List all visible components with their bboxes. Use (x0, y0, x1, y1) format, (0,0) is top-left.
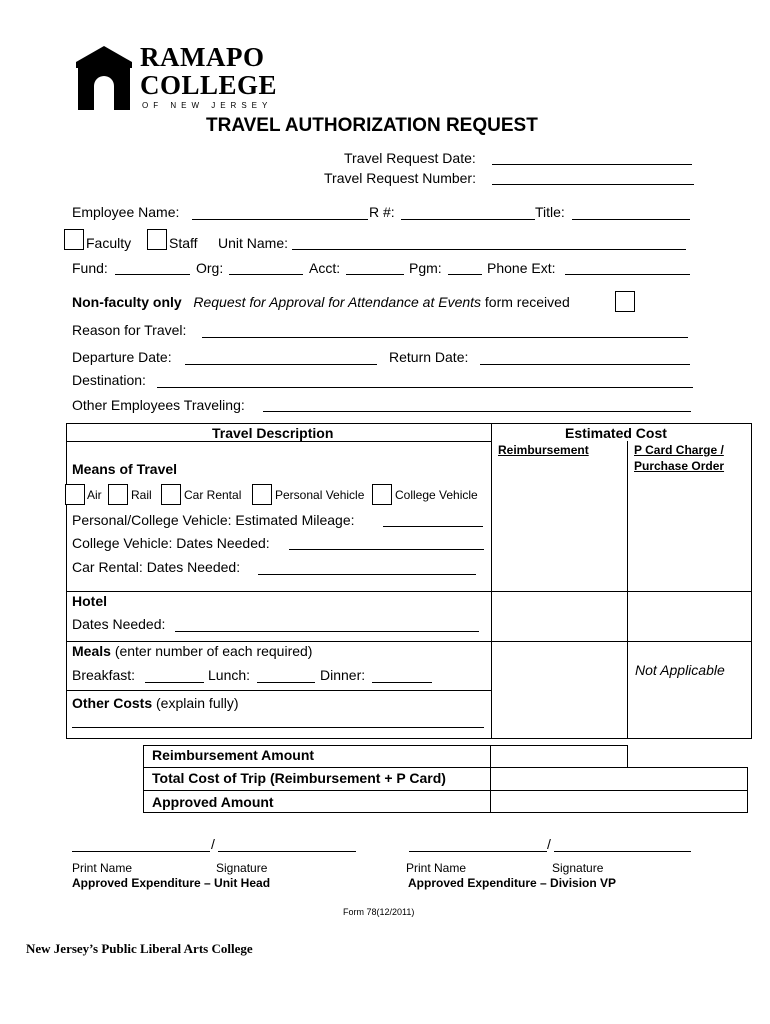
mileage-label: Personal/College Vehicle: Estimated Mileage: (72, 512, 355, 528)
unit-head-print-name: Print Name (72, 861, 133, 875)
unit-head-name-field[interactable] (72, 851, 210, 852)
college-vehicle-dates-field[interactable] (289, 549, 484, 550)
reimbursement-amount-field[interactable] (490, 745, 628, 768)
reason-field[interactable] (202, 337, 688, 338)
totals-line-2 (143, 790, 491, 791)
table-divider-cost (627, 441, 628, 739)
departure-field[interactable] (185, 364, 377, 365)
table-header-line (66, 441, 491, 442)
request-number-label: Travel Request Number: (324, 170, 476, 186)
r-number-field[interactable] (401, 219, 535, 220)
total-cost-label: Total Cost of Trip (Reimbursement + P Card) (152, 770, 446, 786)
unit-name-field[interactable] (292, 249, 686, 250)
totals-line-1 (143, 767, 491, 768)
car-rental-label: Car Rental (184, 488, 242, 502)
employee-name-field[interactable] (192, 219, 368, 220)
table-divider-main (491, 423, 492, 739)
reason-label: Reason for Travel: (72, 322, 187, 338)
logo-nj: OF NEW JERSEY (142, 101, 273, 110)
pcard-header-2: Purchase Order (634, 459, 725, 473)
unit-head-slash: / (211, 836, 215, 852)
request-date-label: Travel Request Date: (344, 150, 476, 166)
meals-label: Meals (72, 643, 111, 659)
other-costs-field[interactable] (72, 727, 484, 728)
college-vehicle-dates-label: College Vehicle: Dates Needed: (72, 535, 270, 551)
air-label: Air (87, 488, 102, 502)
phone-ext-label: Phone Ext: (487, 260, 556, 276)
faculty-label: Faculty (86, 235, 132, 251)
r-number-label: R #: (369, 204, 395, 220)
means-of-travel-label: Means of Travel (72, 461, 178, 477)
personal-vehicle-checkbox[interactable] (252, 484, 272, 505)
college-vehicle-checkbox[interactable] (372, 484, 392, 505)
other-costs-row (72, 695, 239, 711)
fund-label: Fund: (72, 260, 108, 276)
meals-instructions: (enter number of each required) (114, 643, 313, 659)
title-label: Title: (535, 204, 565, 220)
car-rental-dates-field[interactable] (258, 574, 476, 575)
car-rental-dates-label: Car Rental: Dates Needed: (72, 559, 241, 575)
title-field[interactable] (572, 219, 690, 220)
college-vehicle-label: College Vehicle (395, 488, 478, 502)
lunch-label: Lunch: (208, 667, 251, 683)
total-cost-field[interactable] (490, 767, 748, 791)
air-checkbox[interactable] (65, 484, 85, 505)
meals-label-row (72, 643, 312, 659)
pcard-header-1: P Card Charge / (634, 443, 724, 457)
other-costs-instructions: (explain fully) (156, 695, 239, 711)
table-row-line-2 (66, 641, 752, 642)
hotel-label: Hotel (72, 593, 107, 609)
employee-name-label: Employee Name: (72, 204, 180, 220)
vp-slash: / (547, 836, 551, 852)
hotel-dates-label: Dates Needed: (72, 616, 166, 632)
dinner-label: Dinner: (320, 667, 366, 683)
nonfaculty-rest: form received (484, 294, 570, 310)
vp-print-name: Print Name (406, 861, 467, 875)
breakfast-label: Breakfast: (72, 667, 136, 683)
vp-caption: Approved Expenditure – Division VP (408, 876, 617, 890)
nonfaculty-row (72, 294, 570, 310)
unit-name-label: Unit Name: (218, 235, 289, 251)
pgm-label: Pgm: (409, 260, 442, 276)
lunch-field[interactable] (257, 682, 315, 683)
org-field[interactable] (229, 274, 303, 275)
form-number: Form 78(12/2011) (343, 907, 415, 917)
travel-description-header: Travel Description (212, 425, 334, 441)
table-row-line-1 (66, 591, 752, 592)
return-label: Return Date: (389, 349, 469, 365)
others-field[interactable] (263, 411, 691, 412)
destination-label: Destination: (72, 372, 146, 388)
reimbursement-amount-label: Reimbursement Amount (152, 747, 315, 763)
hotel-dates-field[interactable] (175, 631, 479, 632)
request-number-field[interactable] (492, 184, 694, 185)
table-row-line-3 (66, 690, 491, 691)
rail-label: Rail (131, 488, 152, 502)
vp-signature: Signature (552, 861, 604, 875)
unit-head-signature-field[interactable] (218, 851, 356, 852)
faculty-checkbox[interactable] (64, 229, 84, 250)
mileage-field[interactable] (383, 526, 483, 527)
acct-label: Acct: (309, 260, 341, 276)
car-rental-checkbox[interactable] (161, 484, 181, 505)
nonfaculty-bold: Non-faculty only (72, 294, 182, 310)
destination-field[interactable] (157, 387, 693, 388)
pgm-field[interactable] (448, 274, 482, 275)
rail-checkbox[interactable] (108, 484, 128, 505)
estimated-cost-header: Estimated Cost (565, 425, 667, 441)
nonfaculty-italic: Request for Approval for Attendance at Events (193, 294, 482, 310)
arch-logo-icon (72, 44, 136, 112)
departure-label: Departure Date: (72, 349, 172, 365)
fund-field[interactable] (115, 274, 190, 275)
staff-checkbox[interactable] (147, 229, 167, 250)
others-label: Other Employees Traveling: (72, 397, 245, 413)
breakfast-field[interactable] (145, 682, 204, 683)
unit-head-signature: Signature (216, 861, 268, 875)
college-tagline: New Jersey’s Public Liberal Arts College (26, 941, 253, 956)
dinner-field[interactable] (372, 682, 432, 683)
vp-name-field[interactable] (409, 851, 547, 852)
request-date-field[interactable] (492, 164, 692, 165)
personal-vehicle-label: Personal Vehicle (275, 488, 365, 502)
other-costs-label: Other Costs (72, 695, 153, 711)
phone-ext-field[interactable] (565, 274, 690, 275)
approved-amount-field[interactable] (490, 790, 748, 813)
acct-field[interactable] (346, 274, 404, 275)
staff-label: Staff (169, 235, 198, 251)
reimbursement-header: Reimbursement (498, 443, 589, 457)
logo-ramapo: RAMAPO (140, 42, 265, 72)
return-field[interactable] (480, 364, 690, 365)
org-label: Org: (196, 260, 224, 276)
approved-amount-label: Approved Amount (152, 794, 274, 810)
logo-college: COLLEGE (140, 70, 278, 100)
vp-signature-field[interactable] (554, 851, 691, 852)
unit-head-caption: Approved Expenditure – Unit Head (72, 876, 271, 890)
nonfaculty-checkbox[interactable] (615, 291, 635, 312)
not-applicable-text: Not Applicable (635, 662, 725, 678)
form-title: TRAVEL AUTHORIZATION REQUEST (206, 115, 538, 136)
